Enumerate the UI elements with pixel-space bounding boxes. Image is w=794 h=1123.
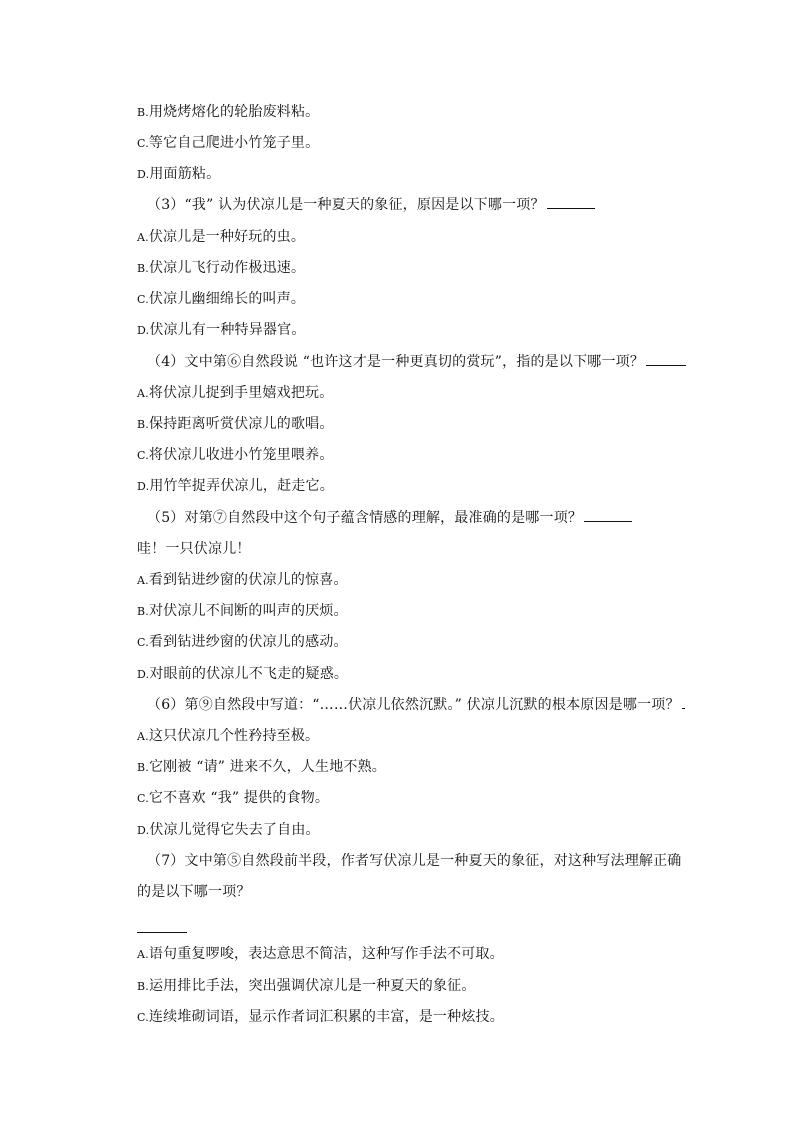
question-text: （3）“我” 认为伏凉儿是一种夏天的象征，原因是以下哪一项？ xyxy=(147,197,545,213)
quoted-sentence xyxy=(137,540,251,558)
option-letter: B. xyxy=(137,262,149,275)
option-text: 对伏凉儿不间断的叫声的厌烦。 xyxy=(148,603,348,619)
option-letter: A. xyxy=(137,387,149,400)
option-text: 伏凉儿有一种特异器官。 xyxy=(149,322,306,338)
option-d xyxy=(137,477,334,496)
option-c xyxy=(137,1008,504,1027)
answer-blank xyxy=(137,932,187,933)
option-text: 语句重复啰唆，表达意思不简洁，这种写作手法不可取。 xyxy=(148,946,504,962)
option-letter: D. xyxy=(137,668,150,681)
option-text: 伏凉儿飞行动作极迅速。 xyxy=(148,260,306,276)
question-6 xyxy=(147,696,685,714)
answer-blank xyxy=(584,509,632,522)
option-b xyxy=(137,415,334,434)
option-letter: D. xyxy=(137,480,150,493)
option-text: 运用排比手法，突出强调伏凉儿是一种夏天的象征。 xyxy=(148,978,476,994)
option-a xyxy=(137,384,333,403)
option-letter: D. xyxy=(137,168,150,181)
option-letter: B. xyxy=(137,605,149,618)
question-text: 的是以下哪一项？ xyxy=(137,884,251,900)
quoted-text: 哇！一只伏凉儿！ xyxy=(137,541,251,557)
answer-blank xyxy=(646,353,686,366)
option-a xyxy=(137,945,504,964)
option-letter: B. xyxy=(137,106,149,119)
option-b xyxy=(137,259,305,278)
option-letter: B. xyxy=(137,980,149,993)
option-letter: B. xyxy=(137,761,149,774)
option-text: 伏凉儿是一种好玩的虫。 xyxy=(148,229,306,245)
option-d xyxy=(137,165,220,184)
answer-blank xyxy=(547,196,595,209)
option-b xyxy=(137,977,476,996)
option-c xyxy=(137,633,348,652)
option-letter: A. xyxy=(137,574,149,587)
question-text: （7）文中第⑤自然段前半段，作者写伏凉儿是一种夏天的象征，对这种写法理解正确 xyxy=(147,853,682,869)
option-d xyxy=(137,665,348,684)
option-letter: C. xyxy=(137,1011,149,1024)
question-text: （5）对第⑦自然段中这个句子蕴含情感的理解，最准确的是哪一项？ xyxy=(147,510,583,526)
option-a xyxy=(137,571,348,590)
option-letter: C. xyxy=(137,137,149,150)
option-text: 将伏凉儿收进小竹笼里喂养。 xyxy=(148,447,334,463)
option-letter: D. xyxy=(137,824,150,837)
option-letter: A. xyxy=(137,231,149,244)
option-d xyxy=(137,821,320,840)
question-7-continued xyxy=(137,883,251,901)
option-text: 将伏凉儿捉到手里嬉戏把玩。 xyxy=(148,385,334,401)
option-text: 看到钻进纱窗的伏凉儿的感动。 xyxy=(148,634,348,650)
option-c xyxy=(137,446,334,465)
question-7 xyxy=(147,852,682,870)
option-letter: C. xyxy=(137,636,149,649)
option-text: 这只伏凉几个性矜持至极。 xyxy=(148,728,320,744)
option-a xyxy=(137,727,319,746)
option-text: 对眼前的伏凉儿不飞走的疑惑。 xyxy=(149,666,349,682)
option-letter: A. xyxy=(137,730,149,743)
option-c xyxy=(137,789,329,808)
option-text: 伏凉儿幽细绵长的叫声。 xyxy=(148,291,306,307)
option-letter: C. xyxy=(137,792,149,805)
option-text: 看到钻进纱窗的伏凉儿的惊喜。 xyxy=(148,572,348,588)
option-text: 用竹竿捉弄伏凉儿，赶走它。 xyxy=(149,478,334,494)
option-letter: C. xyxy=(137,449,149,462)
option-c xyxy=(137,290,305,309)
question-text: （6）第⑨自然段中写道：“……伏凉儿依然沉默。” 伏凉儿沉默的根本原因是哪一项？ xyxy=(147,697,680,713)
option-text: 用烧烤熔化的轮胎废料粘。 xyxy=(148,104,320,120)
question-5 xyxy=(147,509,632,527)
option-b xyxy=(137,758,386,777)
option-text: 连续堆砌词语，显示作者词汇积累的丰富，是一种炫技。 xyxy=(148,1009,504,1025)
option-c xyxy=(137,134,319,153)
question-4 xyxy=(147,353,686,371)
option-b xyxy=(137,602,348,621)
option-text: 它刚被 “请” 进来不久，人生地不熟。 xyxy=(148,759,386,775)
option-letter: A. xyxy=(137,948,149,961)
option-text: 伏凉儿觉得它失去了自由。 xyxy=(149,822,320,838)
option-text: 用面筋粘。 xyxy=(149,166,221,182)
option-text: 等它自己爬进小竹笼子里。 xyxy=(148,135,320,151)
option-text: 保持距离听赏伏凉儿的歌唱。 xyxy=(148,416,334,432)
option-a xyxy=(137,228,305,247)
question-3 xyxy=(147,196,595,214)
option-text: 它不喜欢 “我” 提供的食物。 xyxy=(148,790,330,806)
question-text: （4）文中第⑥自然段说 “也许这才是一种更真切的赏玩”，指的是以下哪一项？ xyxy=(147,354,645,370)
option-d xyxy=(137,321,306,340)
option-b xyxy=(137,103,319,122)
option-letter: D. xyxy=(137,324,150,337)
option-letter: C. xyxy=(137,293,149,306)
option-letter: B. xyxy=(137,418,149,431)
answer-blank xyxy=(682,696,685,709)
